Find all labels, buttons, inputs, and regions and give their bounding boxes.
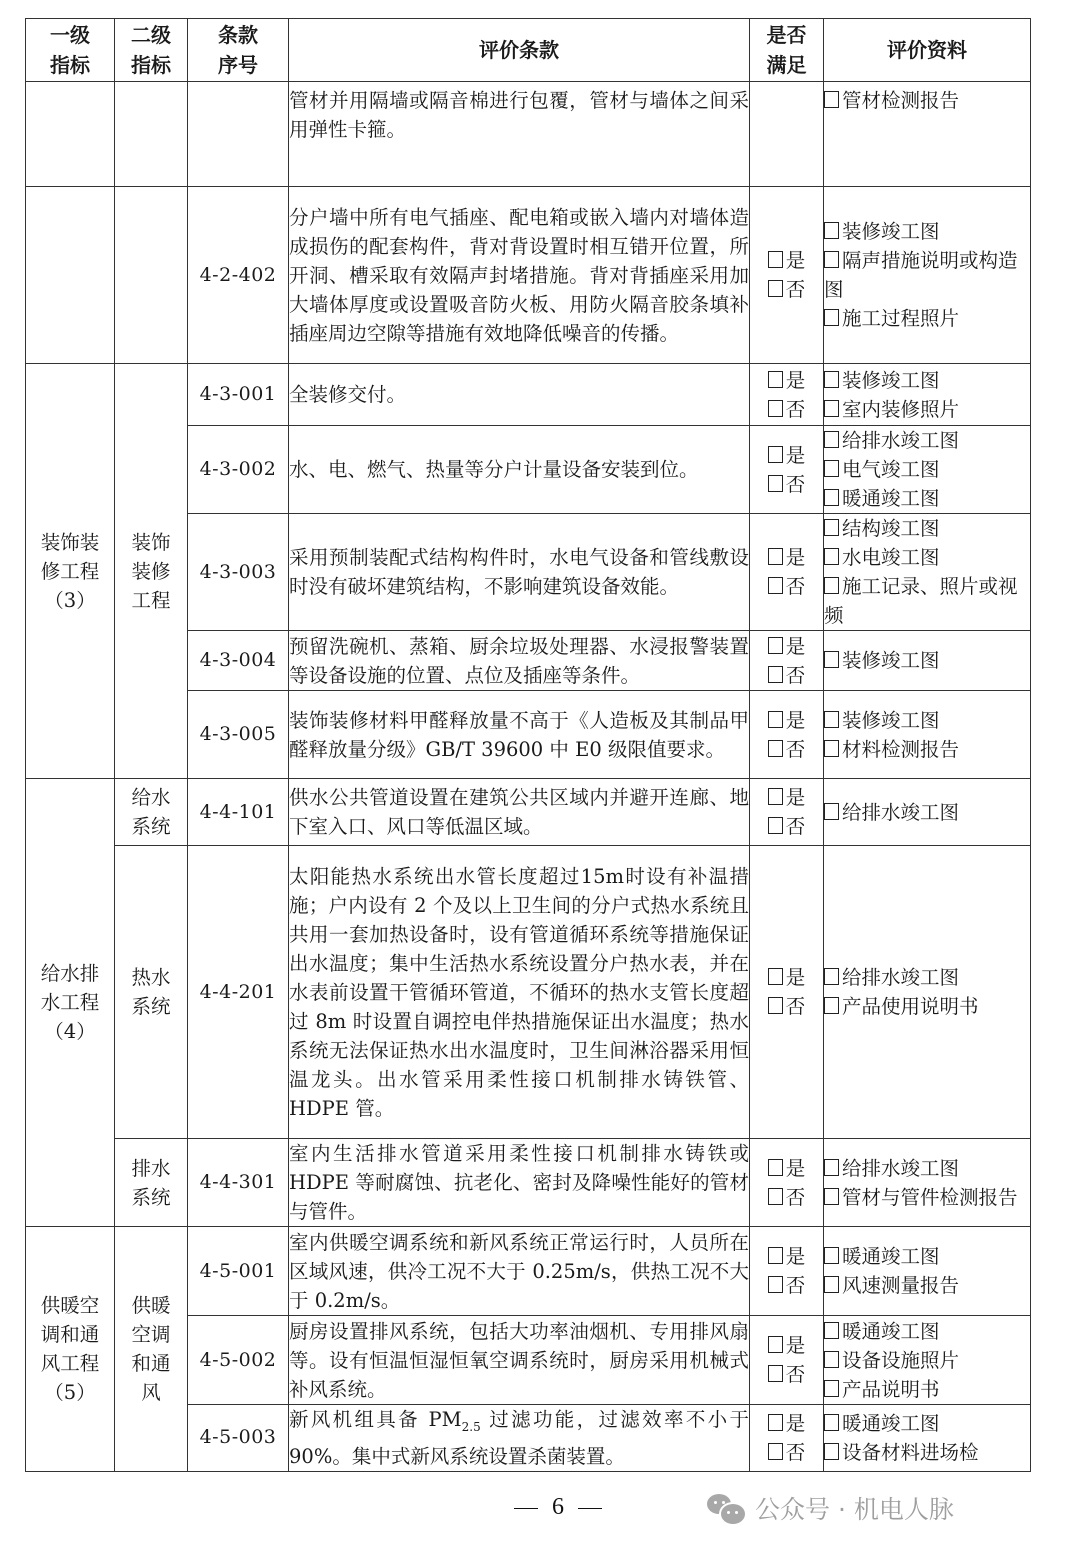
materials-cell <box>824 631 1031 691</box>
checkbox-icon[interactable] <box>824 1414 839 1431</box>
checkbox-icon[interactable] <box>824 651 839 668</box>
satisfied-cell <box>750 82 824 187</box>
dash-left <box>514 1508 538 1510</box>
checkbox-icon[interactable] <box>824 460 839 477</box>
table-row <box>26 1227 1031 1316</box>
checkbox-icon[interactable] <box>824 1276 839 1293</box>
clause-text: 室内生活排水管道采用柔性接口机制排水铸铁或 HDPE 等耐腐蚀、抗老化、密封及降噪性能好的管材与管件。 <box>289 1139 750 1227</box>
level2-cell-water-supply: 给水 系统 <box>115 779 188 846</box>
checkbox-icon[interactable] <box>768 577 783 594</box>
header-clause: 评价条款 <box>289 19 750 82</box>
material-item[interactable]: 装修竣工图 <box>824 366 1030 395</box>
yes-option[interactable]: 是 <box>750 1154 823 1183</box>
checkbox-icon[interactable] <box>824 222 839 239</box>
clause-code: 4-5-001 <box>188 1227 289 1316</box>
checkbox-icon[interactable] <box>768 1365 783 1382</box>
no-option[interactable]: 否 <box>750 812 823 841</box>
material-item[interactable]: 给排水竣工图 <box>824 426 1030 455</box>
evaluation-table <box>25 18 1031 1472</box>
level1-cell-hvac: 供暖空 调和通 风工程 （5） <box>26 1227 115 1472</box>
checkbox-icon[interactable] <box>768 475 783 492</box>
level2-cell-hot-water: 热水 系统 <box>115 846 188 1139</box>
level2-cell-drainage: 排水 系统 <box>115 1139 188 1227</box>
material-item[interactable]: 给排水竣工图 <box>824 963 1030 992</box>
material-item[interactable]: 装修竣工图 <box>824 646 1030 675</box>
material-item[interactable]: 暖通竣工图 <box>824 1409 1030 1438</box>
checkbox-icon[interactable] <box>824 371 839 388</box>
checkbox-icon[interactable] <box>768 1443 783 1460</box>
materials-cell <box>824 1316 1031 1405</box>
satisfied-cell <box>750 691 824 779</box>
checkbox-icon[interactable] <box>824 548 839 565</box>
header-level2: 二级 指标 <box>115 19 188 82</box>
clause-code: 4-3-001 <box>188 364 289 426</box>
clause-text: 全装修交付。 <box>289 364 750 426</box>
clause-code: 4-4-101 <box>188 779 289 846</box>
no-option[interactable]: 否 <box>750 470 823 499</box>
checkbox-icon[interactable] <box>824 519 839 536</box>
material-item[interactable]: 电气竣工图 <box>824 455 1030 484</box>
material-item[interactable]: 产品使用说明书 <box>824 992 1030 1021</box>
checkbox-icon[interactable] <box>824 997 839 1014</box>
checkbox-icon[interactable] <box>768 788 783 805</box>
checkbox-icon[interactable] <box>768 666 783 683</box>
checkbox-icon[interactable] <box>768 968 783 985</box>
clause-text: 水、电、燃气、热量等分户计量设备安装到位。 <box>289 426 750 514</box>
header-materials: 评价资料 <box>824 19 1031 82</box>
checkbox-icon[interactable] <box>824 431 839 448</box>
checkbox-icon[interactable] <box>824 1159 839 1176</box>
materials-cell <box>824 364 1031 426</box>
satisfied-cell <box>750 1405 824 1472</box>
level2-cell-decoration: 装饰 装修 工程 <box>115 364 188 779</box>
checkbox-icon[interactable] <box>768 280 783 297</box>
clause-code <box>188 82 289 187</box>
clause-text: 厨房设置排风系统，包括大功率油烟机、专用排风扇等。设有恒温恒湿恒氧空调系统时，厨房采用机械式补风系统。 <box>289 1316 750 1405</box>
material-item[interactable]: 结构竣工图 <box>824 514 1030 543</box>
header-satisfied: 是否 满足 <box>750 19 824 82</box>
clause-text: 新风机组具备 $PM_{2.5}$ 过滤功能，过滤效率不小于 90%。集中式新风系统设置杀菌装置。 <box>289 1405 750 1472</box>
clause-text: 管材并用隔墙或隔音棉进行包覆，管材与墙体之间采用弹性卡箍。 <box>289 82 750 187</box>
clause-code: 4-4-301 <box>188 1139 289 1227</box>
material-item[interactable]: 管材与管件检测报告 <box>824 1183 1030 1212</box>
header-level1: 一级 指标 <box>26 19 115 82</box>
materials-cell <box>824 426 1031 514</box>
checkbox-icon[interactable] <box>824 91 839 108</box>
yes-option[interactable]: 是 <box>750 1242 823 1271</box>
checkbox-icon[interactable] <box>768 251 783 268</box>
yes-option[interactable]: 是 <box>750 366 823 395</box>
checkbox-icon[interactable] <box>768 997 783 1014</box>
materials-cell <box>824 1405 1031 1472</box>
material-item[interactable]: 给排水竣工图 <box>824 1154 1030 1183</box>
checkbox-icon[interactable] <box>824 251 839 268</box>
level1-cell-plumbing: 给水排 水工程 （4） <box>26 779 115 1227</box>
checkbox-icon[interactable] <box>824 577 839 594</box>
material-item[interactable]: 施工记录、照片或视频 <box>824 575 1018 627</box>
yes-option[interactable]: 是 <box>750 783 823 812</box>
material-item[interactable]: 设备材料进场检 <box>824 1438 1030 1467</box>
material-item[interactable]: 材料检测报告 <box>824 735 1030 764</box>
checkbox-icon[interactable] <box>768 1414 783 1431</box>
material-item[interactable]: 暖通竣工图 <box>824 484 1030 513</box>
checkbox-icon[interactable] <box>824 1351 839 1368</box>
clause-text: 预留洗碗机、蒸箱、厨余垃圾处理器、水浸报警装置等设备设施的位置、点位及插座等条件。 <box>289 631 750 691</box>
materials-cell <box>824 82 1031 187</box>
checkbox-icon[interactable] <box>824 803 839 820</box>
materials-cell <box>824 1227 1031 1316</box>
level2-cell <box>115 187 188 364</box>
table-row <box>26 364 1031 426</box>
materials-cell <box>824 846 1031 1139</box>
clause-code: 4-3-003 <box>188 514 289 631</box>
clause-text: 装饰装修材料甲醛释放量不高于《人造板及其制品甲醛释放量分级》GB/T 39600 中 E0 级限值要求。 <box>289 691 750 779</box>
table-row <box>26 82 1031 187</box>
no-option[interactable]: 否 <box>750 661 823 690</box>
checkbox-icon[interactable] <box>824 489 839 506</box>
checkbox-icon[interactable] <box>768 1188 783 1205</box>
level2-cell <box>115 82 188 187</box>
yes-option[interactable]: 是 <box>750 963 823 992</box>
material-item[interactable]: 隔声措施说明或构造图 <box>824 249 1018 301</box>
satisfied-cell <box>750 1316 824 1405</box>
page-footer <box>0 1490 1067 1530</box>
checkbox-icon[interactable] <box>824 1322 839 1339</box>
clause-text: 采用预制装配式结构构件时，水电气设备和管线敷设时没有破坏建筑结构，不影响建筑设备效能。 <box>289 514 750 631</box>
no-option[interactable]: 否 <box>750 275 823 304</box>
satisfied-cell <box>750 364 824 426</box>
checkbox-icon[interactable] <box>824 968 839 985</box>
checkbox-icon[interactable] <box>768 637 783 654</box>
material-item[interactable]: 水电竣工图 <box>824 543 1030 572</box>
material-item[interactable]: 施工过程照片 <box>824 304 1030 333</box>
materials-cell <box>824 187 1031 364</box>
clause-text: 供水公共管道设置在建筑公共区域内并避开连廊、地下室入口、风口等低温区域。 <box>289 779 750 846</box>
no-option[interactable]: 否 <box>750 735 823 764</box>
material-item[interactable]: 设备设施照片 <box>824 1346 1030 1375</box>
satisfied-cell <box>750 187 824 364</box>
material-item[interactable]: 装修竣工图 <box>824 217 1030 246</box>
checkbox-icon[interactable] <box>768 371 783 388</box>
satisfied-cell <box>750 426 824 514</box>
clause-code: 4-2-402 <box>188 187 289 364</box>
table-row <box>26 779 1031 846</box>
satisfied-cell <box>750 846 824 1139</box>
checkbox-icon[interactable] <box>824 1443 839 1460</box>
yes-option[interactable]: 是 <box>750 441 823 470</box>
material-item[interactable]: 暖通竣工图 <box>824 1242 1030 1271</box>
yes-option[interactable]: 是 <box>750 1331 823 1360</box>
materials-cell <box>824 514 1031 631</box>
clause-code: 4-3-005 <box>188 691 289 779</box>
material-item[interactable]: 风速测量报告 <box>824 1271 1030 1300</box>
satisfied-cell <box>750 779 824 846</box>
checkbox-icon[interactable] <box>824 1247 839 1264</box>
checkbox-icon[interactable] <box>824 711 839 728</box>
material-item[interactable]: 产品说明书 <box>824 1375 1030 1404</box>
yes-option[interactable]: 是 <box>750 706 823 735</box>
level1-cell <box>26 82 115 187</box>
checkbox-icon[interactable] <box>768 400 783 417</box>
material-item[interactable]: 装修竣工图 <box>824 706 1030 735</box>
materials-cell <box>824 691 1031 779</box>
checkbox-icon[interactable] <box>768 817 783 834</box>
checkbox-icon[interactable] <box>768 711 783 728</box>
clause-code: 4-3-002 <box>188 426 289 514</box>
checkbox-icon[interactable] <box>768 548 783 565</box>
material-item[interactable]: 给排水竣工图 <box>824 798 1030 827</box>
clause-text: 室内供暖空调系统和新风系统正常运行时，人员所在区域风速，供冷工况不大于 0.25m/s，供热工况不大于 0.2m/s。 <box>289 1227 750 1316</box>
checkbox-icon[interactable] <box>768 740 783 757</box>
table-row <box>26 846 1031 1139</box>
no-option[interactable]: 否 <box>750 1271 823 1300</box>
no-option[interactable]: 否 <box>750 1183 823 1212</box>
checkbox-icon[interactable] <box>768 1276 783 1293</box>
level1-cell <box>26 187 115 364</box>
dash-right <box>578 1508 602 1510</box>
satisfied-cell <box>750 1139 824 1227</box>
clause-text: 太阳能热水系统出水管长度超过15m时设有补温措施；户内设有 2 个及以上卫生间的分户式热水系统且共用一套加热设备时，设有管道循环系统等措施保证出水温度；集中生活热水系统设置分户热水表，并在水表前设置干管循环管道，不循环的热水支管长度超过 8m 时设置自调控电伴热措施保证出水温度；热水系统无法保证热水出水温度时，卫生间淋浴器采用恒温龙头。出水管采用柔性接口机制排水铸铁管、HDPE 管。 <box>289 846 750 1139</box>
checkbox-icon[interactable] <box>824 309 839 326</box>
wechat-icon <box>705 1491 745 1525</box>
clause-code: 4-3-004 <box>188 631 289 691</box>
checkbox-icon[interactable] <box>768 1247 783 1264</box>
table-row <box>26 187 1031 364</box>
satisfied-cell <box>750 631 824 691</box>
clause-code: 4-4-201 <box>188 846 289 1139</box>
material-item[interactable]: 管材检测报告 <box>824 86 1030 115</box>
satisfied-cell <box>750 514 824 631</box>
yes-option[interactable]: 是 <box>750 543 823 572</box>
yes-option[interactable]: 是 <box>750 1409 823 1438</box>
page-number: 6 <box>500 1490 616 1524</box>
checkbox-icon[interactable] <box>768 446 783 463</box>
materials-cell <box>824 1139 1031 1227</box>
watermark-text: 公众号 · 机电人脉 <box>755 1495 954 1524</box>
checkbox-icon[interactable] <box>824 1380 839 1397</box>
level1-cell-decoration: 装饰装 修工程 （3） <box>26 364 115 779</box>
level2-cell-hvac: 供暖 空调 和通 风 <box>115 1227 188 1472</box>
no-option[interactable]: 否 <box>750 572 823 601</box>
satisfied-cell <box>750 1227 824 1316</box>
checkbox-icon[interactable] <box>824 1188 839 1205</box>
yes-option[interactable]: 是 <box>750 632 823 661</box>
materials-cell <box>824 779 1031 846</box>
clause-text: 分户墙中所有电气插座、配电箱或嵌入墙内对墙体造成损伤的配套构件，背对背设置时相互错开位置，所开洞、槽采取有效隔声封堵措施。背对背插座采用加大墙体厚度或设置吸音防火板、用防火隔音胶条填补插座周边空隙等措施有效地降低噪音的传播。 <box>289 187 750 364</box>
no-option[interactable]: 否 <box>750 395 823 424</box>
checkbox-icon[interactable] <box>768 1336 783 1353</box>
checkbox-icon[interactable] <box>768 1159 783 1176</box>
watermark <box>705 1490 954 1526</box>
table-header-row <box>26 19 1031 82</box>
table-row <box>26 1139 1031 1227</box>
clause-code: 4-5-003 <box>188 1405 289 1472</box>
yes-option[interactable]: 是 <box>750 246 823 275</box>
checkbox-icon[interactable] <box>824 400 839 417</box>
no-option[interactable]: 否 <box>750 992 823 1021</box>
material-item[interactable]: 室内装修照片 <box>824 395 1030 424</box>
no-option[interactable]: 否 <box>750 1438 823 1467</box>
clause-code: 4-5-002 <box>188 1316 289 1405</box>
material-item[interactable]: 暖通竣工图 <box>824 1317 1030 1346</box>
checkbox-icon[interactable] <box>824 740 839 757</box>
header-code: 条款 序号 <box>188 19 289 82</box>
no-option[interactable]: 否 <box>750 1360 823 1389</box>
